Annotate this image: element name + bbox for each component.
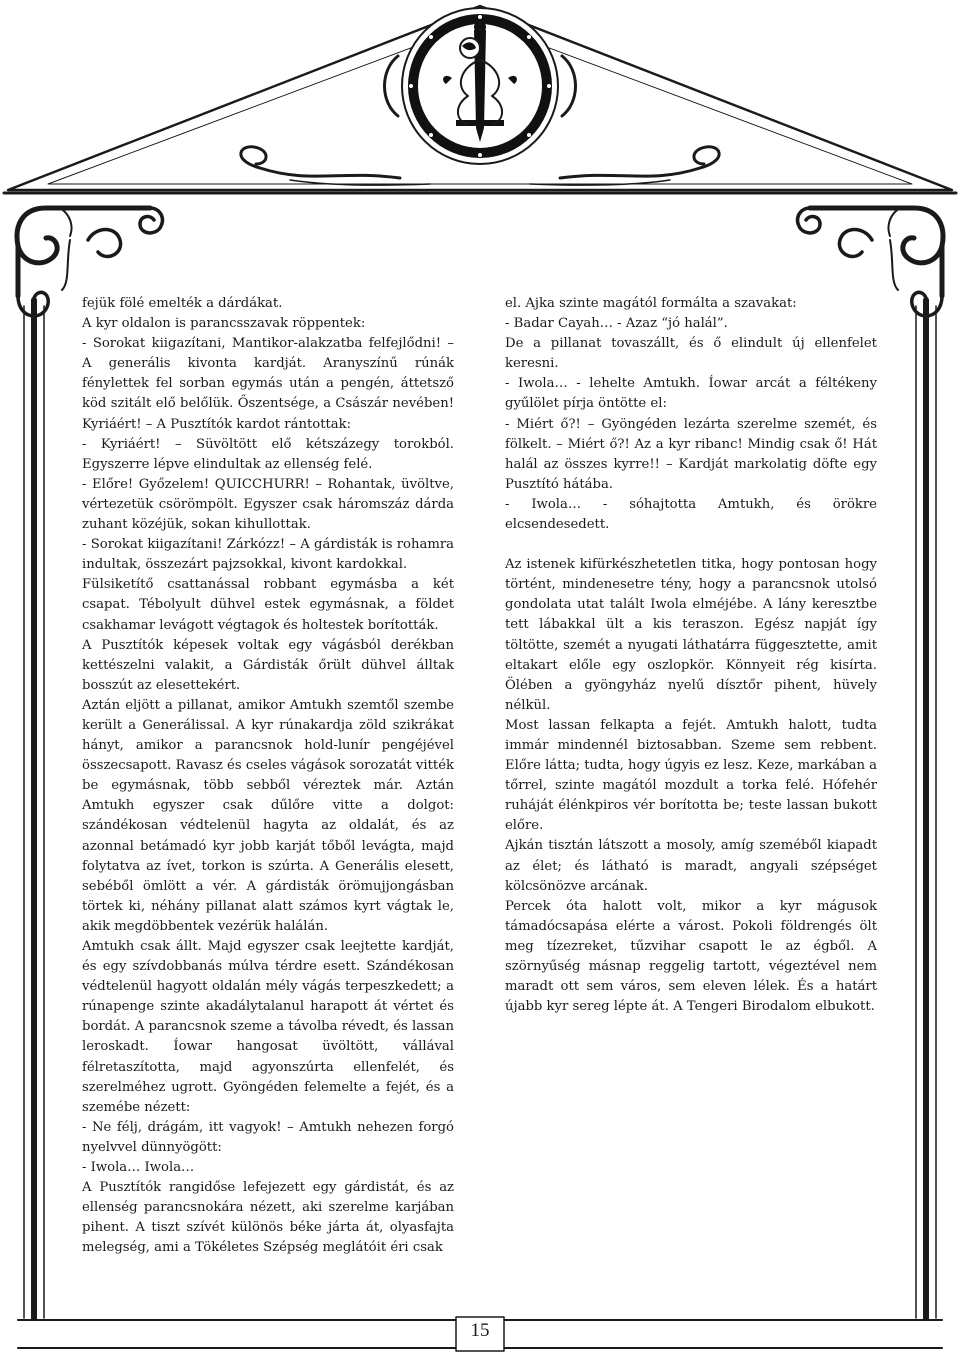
paragraph: Amtukh csak állt. Majd egyszer csak leejtette kardját, és egy szívdobbanás múlva térdre esett. Szándékosan védtelenül hagyott oldalán mély vágás terpeszkedett; a rúnapenge szinte akadálytalanul harapott át vértet és bordát. A parancsnok szeme a távolba révedt, és lassan leroskadt. Íowar hangosat üvöltött, vállával félretaszította, majd agyonszúrta ellenfelét, és szerelméhez ugrott. Gyöngéden felemelte a fejét, és a szemébe nézett: [82,939,454,1115]
page-number: 15 [470,1320,490,1341]
paragraph: Az istenek kifürkészhetetlen titka, hogy pontosan hogy történt, mindenesetre tény, hogy a parancsnok utolsó gondolata utat talált Iwola elméjébe. A lány keresztbe tett lábakkal ült a kis teraszon. Egész napját így töltötte, szemét a nyugati láthatárra függesztette, amit eltakart előle egy oszlopkör. Könnyeit rég kisírta. Ölében a gyöngyház nyelű dísztőr pihent, hüvely nélkül. [505,557,877,713]
right-text-column [505,294,877,1017]
paragraph: - Ne félj, drágám, itt vagyok! – Amtukh nehezen forgó nyelvvel dünnyögött: [82,1119,454,1155]
paragraph: A kyr oldalon is parancsszavak röppentek: [82,316,366,332]
paragraph: A Pusztítók rangidőse lefejezett egy gárdistát, és az ellenség parancsnokára nézett, aki szerelme karjában pihent. A tiszt szívét különös béke járta át, olyasfajta melegség, ami a Tökéletes Szépség meglátóit éri csak [82,1180,454,1256]
paragraph: De a pillanat tovaszállt, és ő elindult új ellenfelet keresni. [505,336,877,372]
paragraph: - Iwola… Iwola… [82,1160,195,1176]
paragraph: - Sorokat kiigazítani, Mantikor-alakzatba felfejlődni! – A generális kivonta kardját. Aranyszínű rúnák fénylettek fel sorban egymás után a pengén, áttetsző köd szitált elő belőlük. Őszentsége, a Császár nevében! Kyriáért! – A Pusztítók kardot rántottak: [82,336,454,432]
paragraph: - Miért ő?! – Gyöngéden lezárta szerelme szemét, és fölkelt. – Miért ő?! Az a kyr ribanc! Mindig csak ő! Hát halál az összes kyrre!! – Kardját markolatig döfte egy Pusztító hátába. [505,416,877,492]
left-text-column [82,294,454,1259]
paragraph: Most lassan felkapta a fejét. Amtukh halott, tudta immár mindennél biztosabban. Szeme sem rebbent. Előre látta; tudta, hogy úgyis ez lesz. Keze, markában a tőrrel, szinte magától mozdult a torka felé. Hófehér ruháját élénkpiros vér borította be; teste lassan bukott előre. [505,717,877,834]
paragraph: Percek óta halott volt, mikor a kyr mágusok támadócsapása elérte a várost. Pokoli földrengés ölt meg tízezreket, tűzvihar csapott le az égből. A szörnyűség másnap reggelig tartott, végeztével nem maradt ott sem város, sem eleven lélek. És a határt újabb kyr sereg lépte át. A Tengeri Birodalom elbukott. [505,898,877,1015]
paragraph: - Badar Cayah… - Azaz “jó halál”. [505,316,728,332]
paragraph: el. Ajka szinte magától formálta a szavakat: [505,296,797,311]
paragraph: fejük fölé emelték a dárdákat. [82,296,283,311]
left-pillar [24,300,44,1318]
paragraph: Aztán eljött a pillanat, amikor Amtukh szemtől szembe került a Generálissal. A kyr rúnakardja zöld szikrákat hányt, amikor a parancsnok hold-lunír pengéjével összecsapott. Ravasz és cseles vágások sorozatát vitték be egymásnak, több sebből véreztek már. Aztán Amtukh egyszer csak dűlőre vitte a dolgot: szándékosan védtelenül hagyta az oldalát, és az azonnal betámadó kyr jobb karját tőből levágta, majd folytatva az ívet, torkon is szúrta. A Generális elesett, sebéből ömlött a vér. A gárdisták örömujjongásban törtek ki, néhány pillanat alatt számos kyrt vágtak le, akik megdöbbentek vezérük halálán. [82,697,454,934]
paragraph: Ajkán tisztán látszott a mosoly, amíg szeméből kiapadt az élet; és látható is maradt, angyali szépséget kölcsönözve arcának. [505,838,877,894]
paragraph: - Sorokat kiigazítani! Zárkózz! – A gárdisták is rohamra indultak, összezárt pajzsokkal, kivont kardokkal. [82,537,454,573]
right-pillar [916,300,936,1318]
paragraph: - Iwola… - sóhajtotta Amtukh, és örökre elcsendesedett. [505,496,877,533]
paragraph: Fülsiketítő csattanással robbant egymásba a két csapat. Tébolyult dühvel estek egymásnak, a földet csakhamar levágott végtagok és holtestek borították. [82,577,454,633]
paragraph: - Iwola… - lehelte Amtukh. Íowar arcát a féltékeny gyűlölet pírja öntötte el: [505,376,877,412]
paragraph: A Pusztítók képesek voltak egy vágásból derékban kettészelni valakit, a Gárdisták őrült dühvel álltak bosszút az elesettekért. [82,637,454,693]
paragraph: - Előre! Győzelem! QUICCHURR! – Rohantak, üvöltve, vértezetük csörömpölt. Egyszer csak háromszáz dárda zuhant közéjük, sokan kihullottak. [82,476,454,533]
paragraph: - Kyriáért! – Süvöltött elő kétszázegy torokból. Egyszerre lépve elindultak az ellenség felé. [82,436,454,472]
